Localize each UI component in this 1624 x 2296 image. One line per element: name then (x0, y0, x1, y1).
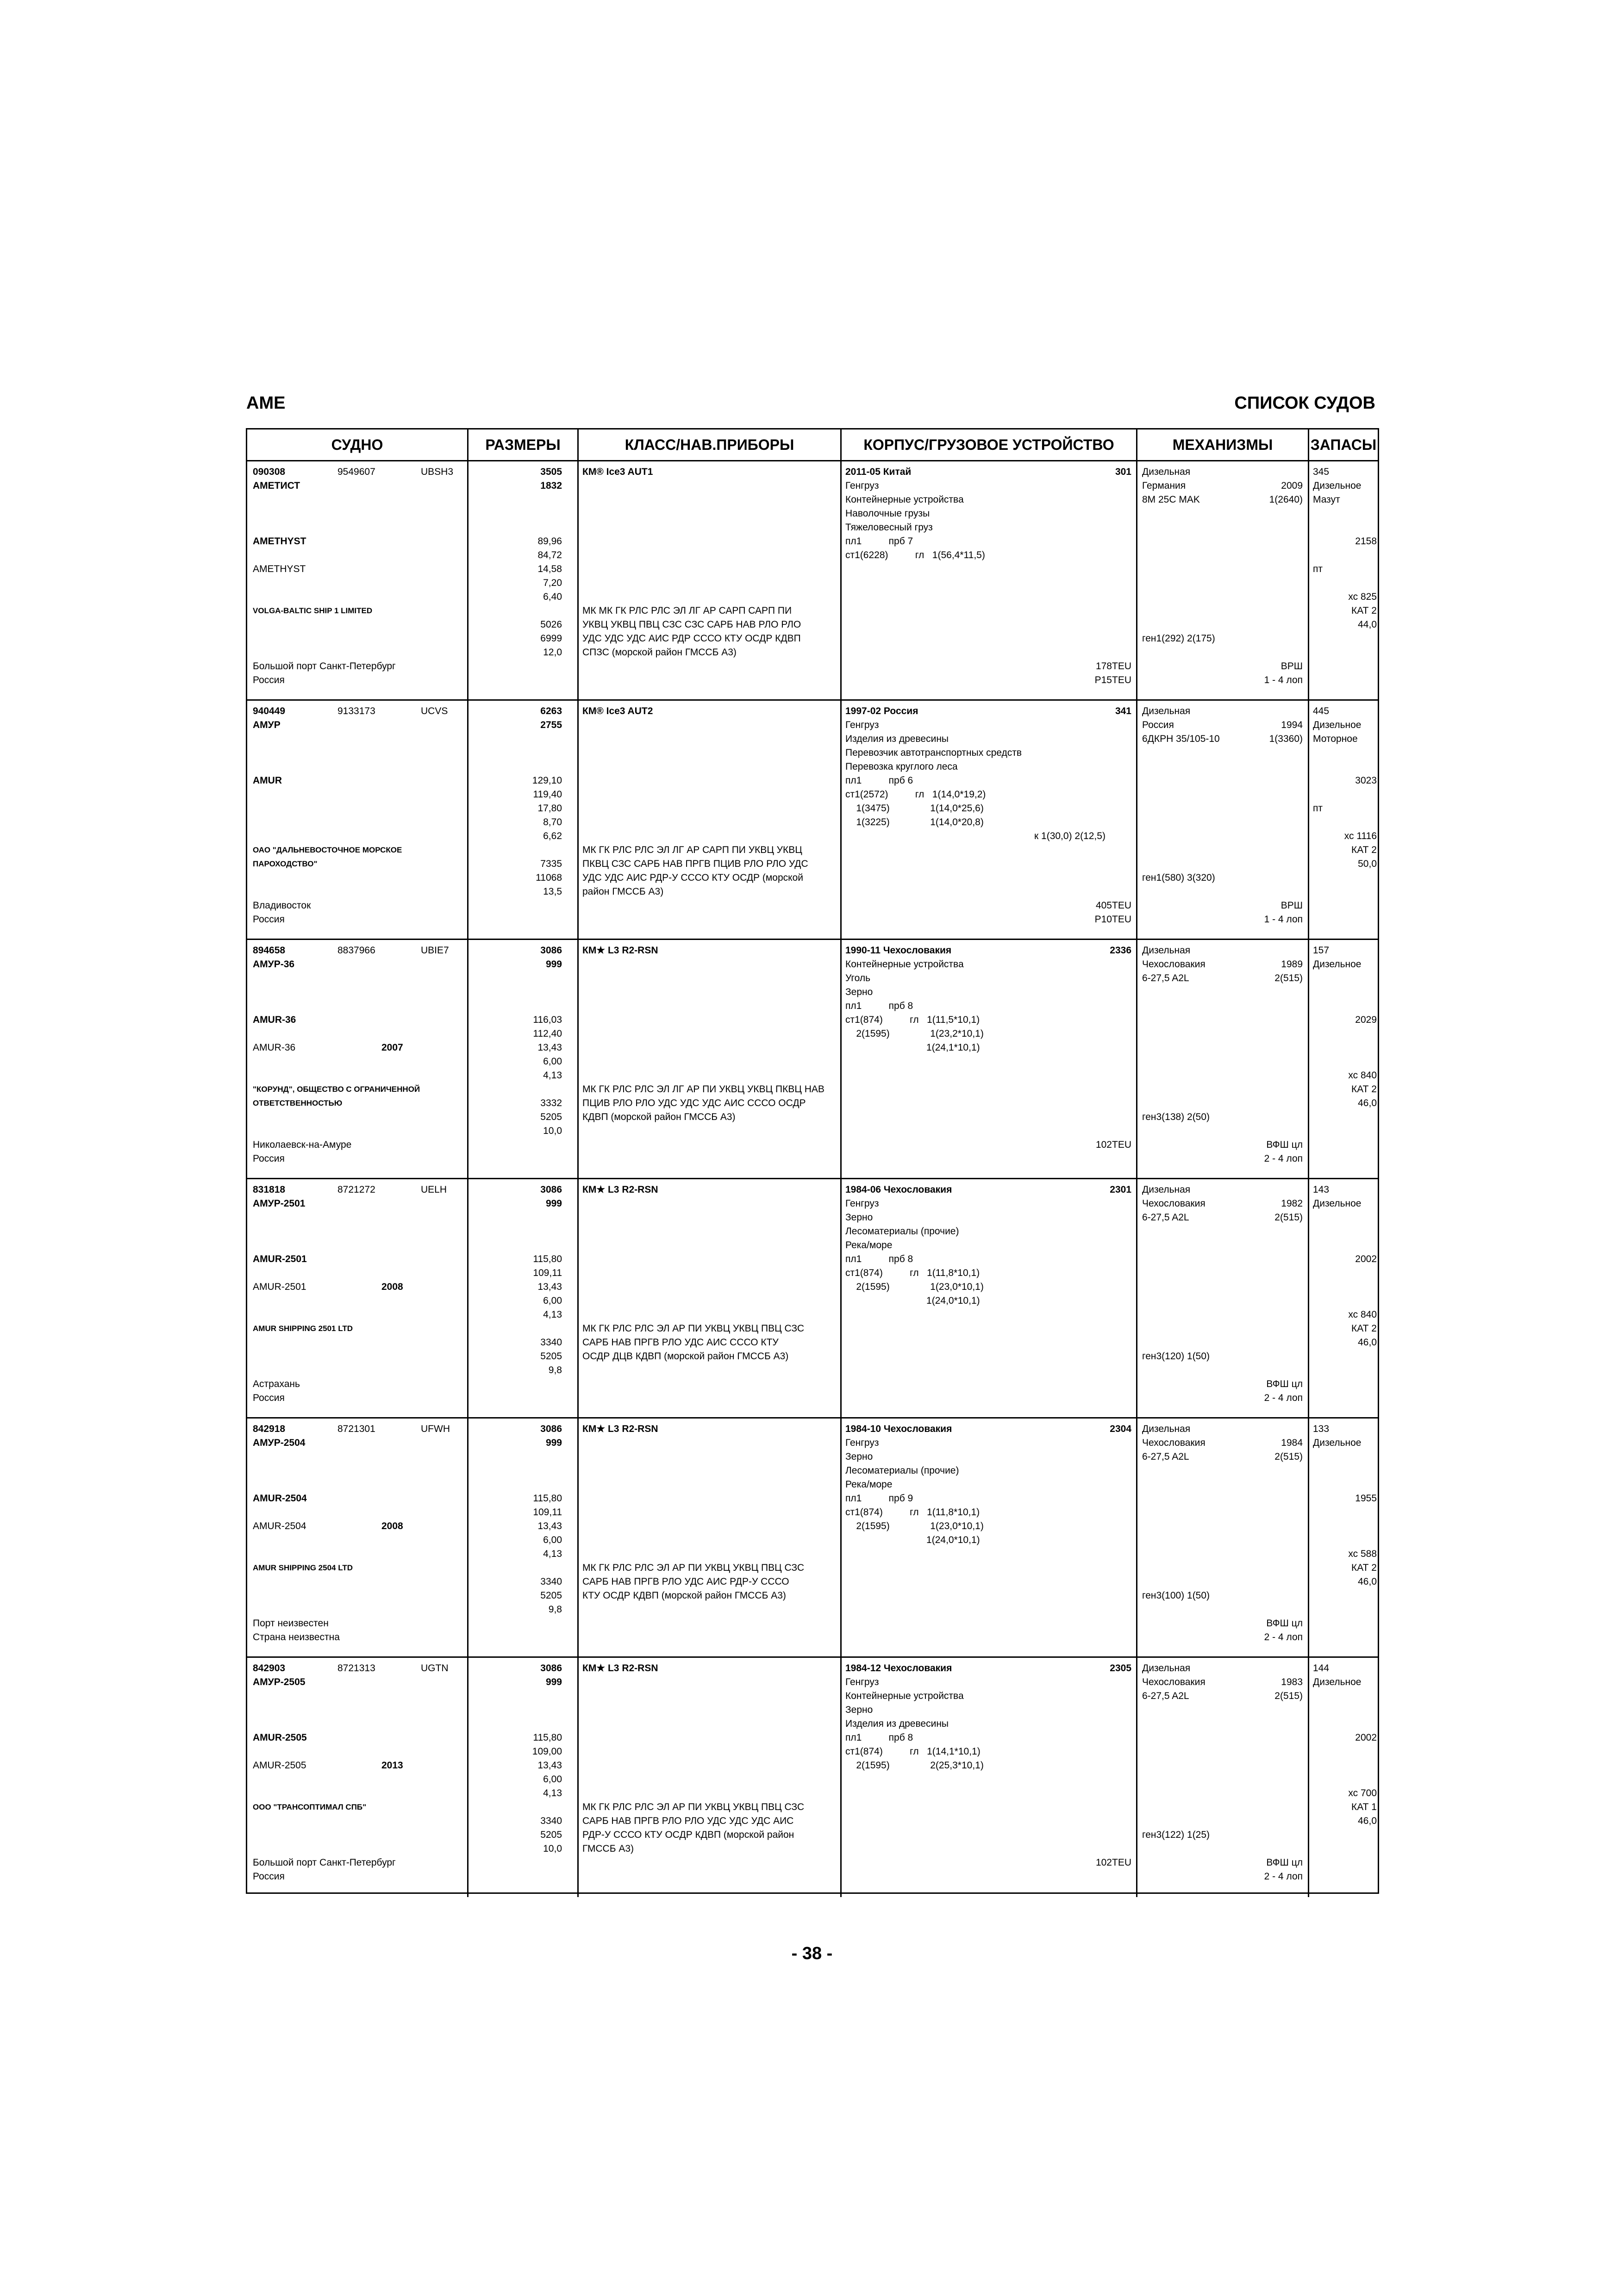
home-port: Владивосток (253, 900, 311, 911)
length-overall: 89,96 (537, 536, 562, 547)
supply-b: Дизельное (1313, 720, 1362, 730)
supply-f: хс 840 КАТ 2 46,0 (1348, 1070, 1377, 1108)
propeller-blades: 2 - 4 лоп (1264, 1871, 1303, 1882)
supply-d: 2158 (1355, 536, 1377, 547)
col-header-dimensions: РАЗМЕРЫ (485, 436, 561, 453)
ship-name-former: AMUR-36 (253, 1042, 296, 1053)
supply-f: хс 840 КАТ 2 46,0 (1348, 1309, 1377, 1348)
call-sign: UELH (421, 1184, 447, 1195)
ship-name-former: AMETHYST (253, 564, 306, 574)
propeller-blades: 2 - 4 лоп (1264, 1153, 1303, 1164)
hull-teu-2: P10TEU (1094, 914, 1131, 925)
ship-name-latin: AMUR-36 (253, 1014, 296, 1025)
owner: ОАО "ДАЛЬНЕВОСТОЧНОЕ МОРСКОЕ ПАРОХОДСТВО" (253, 846, 402, 868)
supply-f: хс 588 КАТ 2 46,0 (1348, 1549, 1377, 1587)
supply-f: хс 700 КАТ 1 46,0 (1348, 1788, 1377, 1826)
breadth: 17,80 (537, 803, 562, 814)
engine-power: 2(515) (1274, 1451, 1303, 1462)
hull-teu-2: P15TEU (1094, 675, 1131, 685)
generators: ген3(100) 1(50) (1142, 1590, 1210, 1601)
home-port: Большой порт Санкт-Петербург (253, 1857, 396, 1868)
hull-built: 1984-06 Чехословакия (845, 1184, 952, 1195)
engine-type: Дизельная (1142, 706, 1191, 716)
hull-teu: 102TEU (1095, 1139, 1131, 1150)
propeller: ВФШ цл (1266, 1379, 1303, 1389)
imo-number: 9549607 (337, 467, 375, 477)
ship-name-latin: AMUR-2504 (253, 1493, 307, 1504)
page-left-header: AME (246, 393, 286, 413)
build-year: 2013 (381, 1760, 403, 1771)
length-pp: 109,11 (533, 1268, 562, 1278)
supply-c: Моторное (1313, 734, 1358, 744)
net-tonnage: 2755 (540, 720, 562, 730)
flag-country: Страна неизвестна (253, 1632, 340, 1643)
engine-country: Чехословакия (1142, 959, 1206, 970)
length-pp: 109,11 (533, 1507, 562, 1518)
propeller-blades: 1 - 4 лоп (1264, 675, 1303, 685)
hull-built: 1984-10 Чехословакия (845, 1424, 952, 1434)
engine-model: 6ДКРН 35/105-10 (1142, 734, 1220, 744)
engine-model: 6-27,5 A2L (1142, 1212, 1189, 1223)
ship-name-former: AMUR-2505 (253, 1760, 306, 1771)
net-tonnage: 1832 (540, 480, 562, 491)
depth: 6,00 (543, 1774, 562, 1785)
call-sign: UBSH3 (421, 467, 454, 477)
reg-number: 940449 (253, 706, 286, 716)
engine-year: 1983 (1281, 1677, 1303, 1687)
supply-f: хс 1116 КАТ 2 50,0 (1344, 831, 1377, 869)
nav-equipment: МК МК ГК РЛС РЛС ЭЛ ЛГ АР САРП САРП ПИ УКВЦ УКВЦ ПВЦ СЗС СЗС САРБ НАВ РЛО РЛО УДС УДС УДС АИС РДР СССО КТУ ОСДР КДВП СПЗС (морской район ГМССБ А3) (582, 605, 801, 658)
draught: 6,40 (543, 591, 562, 602)
deadweight-1: 3340 (540, 1816, 562, 1826)
call-sign: UGTN (421, 1663, 449, 1674)
ship-name: АМУР-2505 (253, 1677, 306, 1687)
page-right-header: СПИСОК СУДОВ (1234, 393, 1375, 413)
engine-year: 2009 (1281, 480, 1303, 491)
ship-name: АМУР-2504 (253, 1437, 306, 1448)
supply-b: Дизельное (1313, 1198, 1362, 1209)
imo-number: 9133173 (337, 706, 375, 716)
gross-tonnage: 3086 (540, 1424, 562, 1434)
ship-name: АМЕТИСТ (253, 480, 300, 491)
length-overall: 116,03 (533, 1014, 562, 1025)
class-notation: КМ® Ice3 AUT2 (582, 706, 653, 716)
col-header-hull: КОРПУС/ГРУЗОВОЕ УСТРОЙСТВО (863, 436, 1114, 453)
length-overall: 115,80 (533, 1254, 562, 1264)
engine-model: 8M 25C MAK (1142, 494, 1200, 505)
breadth: 13,43 (537, 1042, 562, 1053)
gross-tonnage: 3086 (540, 945, 562, 956)
engine-model: 6-27,5 A2L (1142, 1451, 1189, 1462)
ship-name-latin: AMUR-2505 (253, 1732, 307, 1743)
supply-b: Дизельное (1313, 480, 1362, 491)
gross-tonnage: 3505 (540, 467, 562, 477)
ship-name-latin: AMUR-2501 (253, 1254, 307, 1264)
engine-type: Дизельная (1142, 1663, 1191, 1674)
length-pp: 112,40 (533, 1028, 562, 1039)
length-pp: 109,00 (532, 1746, 562, 1757)
hull-code: 2301 (1110, 1184, 1131, 1195)
flag-country: Россия (253, 1871, 285, 1882)
net-tonnage: 999 (545, 1437, 562, 1448)
supply-e: пт (1313, 803, 1323, 814)
reg-number: 090308 (253, 467, 286, 477)
deadweight-2: 11068 (536, 872, 562, 883)
home-port: Большой порт Санкт-Петербург (253, 661, 396, 672)
engine-power: 2(515) (1274, 1212, 1303, 1223)
nav-equipment: МК ГК РЛС РЛС ЭЛ АР ПИ УКВЦ УКВЦ ПВЦ СЗС САРБ НАВ ПРГВ РЛО РЛО УДС УДС УДС АИС РДР-У СССО КТУ ОСДР КДВП (морской район ГМССБ А3) (582, 1802, 805, 1854)
page-number: - 38 - (791, 1944, 833, 1963)
imo-number: 8721313 (337, 1663, 375, 1674)
deadweight-2: 5205 (540, 1351, 562, 1362)
ship-name: АМУР-36 (253, 959, 295, 970)
deadweight-2: 5205 (540, 1590, 562, 1601)
ship-record (247, 701, 1378, 940)
hull-teu: 102TEU (1095, 1857, 1131, 1868)
ship-name: АМУР (253, 720, 281, 730)
class-notation: КМ★ L3 R2-RSN (582, 1424, 658, 1434)
ship-record (247, 1179, 1378, 1419)
supply-d: 2029 (1355, 1014, 1377, 1025)
draught: 4,13 (543, 1788, 562, 1798)
engine-power: 2(515) (1274, 1691, 1303, 1701)
hull-details: Генгруз Зерно Лесоматериалы (прочие) Река/море пл1 прб 8 ст1(874) гл 1(11,8*10,1) 2(1595) 1(23,0*10,1) 1(24,0*10,1) (845, 1198, 984, 1306)
ship-name-former: AMUR-2504 (253, 1521, 306, 1531)
speed: 12,0 (543, 647, 562, 658)
breadth: 13,43 (537, 1760, 562, 1771)
deadweight-2: 5205 (540, 1829, 562, 1840)
generators: ген3(120) 1(50) (1142, 1351, 1210, 1362)
imo-number: 8721301 (337, 1424, 375, 1434)
ship-record (247, 940, 1378, 1179)
table-header (247, 429, 1378, 461)
engine-country: Россия (1142, 720, 1174, 730)
length-pp: 119,40 (533, 789, 562, 800)
engine-power: 1(3360) (1269, 734, 1303, 744)
supply-f: хс 825 КАТ 2 44,0 (1348, 591, 1377, 630)
deadweight-1: 3332 (540, 1098, 562, 1108)
supply-b: Дизельное (1313, 1437, 1362, 1448)
hull-built: 2011-05 Китай (845, 467, 912, 477)
depth: 7,20 (543, 578, 562, 588)
flag-country: Россия (253, 1153, 285, 1164)
imo-number: 8837966 (337, 945, 375, 956)
ship-name-latin: AMUR (253, 775, 282, 786)
generators: ген3(122) 1(25) (1142, 1829, 1210, 1840)
nav-equipment: МК ГК РЛС РЛС ЭЛ АР ПИ УКВЦ УКВЦ ПВЦ СЗС САРБ НАВ ПРГВ РЛО УДС АИС РДР-У СССО КТУ ОСДР КДВП (морской район ГМССБ А3) (582, 1562, 805, 1601)
deadweight-1: 3340 (540, 1576, 562, 1587)
hull-code: 341 (1115, 706, 1131, 716)
supply-d: 3023 (1355, 775, 1377, 786)
home-port: Николаевск-на-Амуре (253, 1139, 352, 1150)
col-header-ship: СУДНО (331, 436, 383, 453)
class-notation: КМ® Ice3 AUT1 (582, 467, 653, 477)
call-sign: UBIE7 (421, 945, 449, 956)
nav-equipment: МК ГК РЛС РЛС ЭЛ АР ПИ УКВЦ УКВЦ ПВЦ СЗС САРБ НАВ ПРГВ РЛО УДС АИС СССО КТУ ОСДР ДЦВ КДВП (морской район ГМССБ А3) (582, 1323, 805, 1362)
net-tonnage: 999 (545, 959, 562, 970)
gross-tonnage: 6263 (540, 706, 562, 716)
engine-type: Дизельная (1142, 945, 1191, 956)
propeller: ВФШ цл (1266, 1618, 1303, 1629)
engine-power: 1(2640) (1269, 494, 1303, 505)
draught: 4,13 (543, 1309, 562, 1320)
class-notation: КМ★ L3 R2-RSN (582, 1663, 658, 1674)
hull-details: Генгруз Зерно Лесоматериалы (прочие) Река/море пл1 прб 9 ст1(874) гл 1(11,8*10,1) 2(1595) 1(23,0*10,1) 1(24,0*10,1) (845, 1437, 984, 1545)
ship-register-table (246, 428, 1379, 1894)
depth: 6,00 (543, 1295, 562, 1306)
supply-a: 345 (1313, 467, 1330, 477)
deadweight-1: 5026 (540, 619, 562, 630)
supply-a: 143 (1313, 1184, 1330, 1195)
hull-details: Генгруз Изделия из древесины Перевозчик автотранспортных средств Перевозка круглого леса пл1 прб 6 ст1(2572) гл 1(14,0*19,2) 1(3475) 1(14,0*25,6) 1(3225) 1(14,0*20,8) (845, 720, 1022, 828)
length-overall: 115,80 (533, 1493, 562, 1504)
deadweight-1: 7335 (540, 859, 562, 869)
engine-model: 6-27,5 A2L (1142, 1691, 1189, 1701)
engine-model: 6-27,5 A2L (1142, 973, 1189, 983)
hull-built: 1984-12 Чехословакия (845, 1663, 952, 1674)
hull-teu: 405TEU (1095, 900, 1131, 911)
hull-code: 2304 (1110, 1424, 1131, 1434)
net-tonnage: 999 (545, 1677, 562, 1687)
hull-code: 301 (1115, 467, 1131, 477)
ship-record (247, 1658, 1378, 1897)
supply-b: Дизельное (1313, 959, 1362, 970)
generators: ген3(138) 2(50) (1142, 1112, 1210, 1122)
supply-a: 157 (1313, 945, 1330, 956)
breadth: 13,43 (537, 1282, 562, 1292)
engine-country: Германия (1142, 480, 1186, 491)
propeller: ВФШ цл (1266, 1857, 1303, 1868)
flag-country: Россия (253, 914, 285, 925)
ship-name-former: AMUR-2501 (253, 1282, 306, 1292)
propeller-blades: 2 - 4 лоп (1264, 1632, 1303, 1643)
depth: 6,00 (543, 1535, 562, 1545)
ship-record (247, 461, 1378, 701)
speed: 10,0 (543, 1126, 562, 1136)
owner: AMUR SHIPPING 2501 LTD (253, 1324, 353, 1333)
length-overall: 115,80 (533, 1732, 562, 1743)
reg-number: 842903 (253, 1663, 286, 1674)
supply-e: пт (1313, 564, 1323, 574)
col-header-class: КЛАСС/НАВ.ПРИБОРЫ (625, 436, 794, 453)
class-notation: КМ★ L3 R2-RSN (582, 1184, 658, 1195)
hull-built: 1997-02 Россия (845, 706, 918, 716)
draught: 6,62 (543, 831, 562, 841)
hull-code: 2336 (1110, 945, 1131, 956)
build-year: 2007 (381, 1042, 403, 1053)
draught: 4,13 (543, 1549, 562, 1559)
engine-year: 1989 (1281, 959, 1303, 970)
deadweight-2: 5205 (540, 1112, 562, 1122)
engine-type: Дизельная (1142, 467, 1191, 477)
ship-name: АМУР-2501 (253, 1198, 306, 1209)
length-pp: 84,72 (537, 550, 562, 560)
home-port: Порт неизвестен (253, 1618, 329, 1629)
ship-name-latin: AMETHYST (253, 536, 306, 547)
hull-built: 1990-11 Чехословакия (845, 945, 952, 956)
breadth: 13,43 (537, 1521, 562, 1531)
length-overall: 129,10 (532, 775, 562, 786)
propeller: ВРШ (1280, 661, 1303, 672)
hull-crane: к 1(30,0) 2(12,5) (1034, 831, 1106, 841)
hull-details: Генгруз Контейнерные устройства Наволочные грузы Тяжеловесный груз пл1 прб 7 ст1(6228) гл 1(56,4*11,5) (845, 480, 985, 560)
nav-equipment: МК ГК РЛС РЛС ЭЛ ЛГ АР ПИ УКВЦ УКВЦ ПКВЦ НАВ ПЦИВ РЛО РЛО УДС УДС УДС АИС СССО ОСДР КДВП (морской район ГМССБ А3) (582, 1084, 824, 1122)
owner: VOLGA-BALTIC SHIP 1 LIMITED (253, 606, 373, 615)
engine-country: Чехословакия (1142, 1437, 1206, 1448)
col-header-supplies: ЗАПАСЫ (1310, 436, 1377, 453)
engine-year: 1984 (1281, 1437, 1303, 1448)
depth: 8,70 (543, 817, 562, 828)
gross-tonnage: 3086 (540, 1184, 562, 1195)
deadweight-1: 3340 (540, 1337, 562, 1348)
nav-equipment: МК ГК РЛС РЛС ЭЛ ЛГ АР САРП ПИ УКВЦ УКВЦ ПКВЦ СЗС САРБ НАВ ПРГВ ПЦИВ РЛО РЛО УДС УДС УДС АИС РДР-У СССО КТУ ОСДР (морской район ГМССБ А3) (582, 845, 808, 897)
hull-code: 2305 (1110, 1663, 1131, 1674)
engine-type: Дизельная (1142, 1424, 1191, 1434)
flag-country: Россия (253, 675, 285, 685)
gross-tonnage: 3086 (540, 1663, 562, 1674)
deadweight-2: 6999 (540, 633, 562, 644)
generators: ген1(292) 2(175) (1142, 633, 1215, 644)
build-year: 2008 (381, 1521, 403, 1531)
reg-number: 842918 (253, 1424, 286, 1434)
supply-a: 144 (1313, 1663, 1330, 1674)
supply-d: 2002 (1355, 1254, 1377, 1264)
supply-a: 133 (1313, 1424, 1330, 1434)
speed: 9,8 (548, 1365, 562, 1375)
breadth: 14,58 (537, 564, 562, 574)
propeller: ВРШ (1280, 900, 1303, 911)
engine-year: 1982 (1281, 1198, 1303, 1209)
engine-year: 1994 (1281, 720, 1303, 730)
call-sign: UFWH (421, 1424, 450, 1434)
supply-b: Дизельное (1313, 1677, 1362, 1687)
flag-country: Россия (253, 1393, 285, 1403)
col-header-machinery: МЕХАНИЗМЫ (1172, 436, 1273, 453)
generators: ген1(580) 3(320) (1142, 872, 1215, 883)
speed: 9,8 (548, 1604, 562, 1615)
engine-type: Дизельная (1142, 1184, 1191, 1195)
engine-country: Чехословакия (1142, 1677, 1206, 1687)
owner: AMUR SHIPPING 2504 LTD (253, 1563, 353, 1572)
reg-number: 894658 (253, 945, 286, 956)
imo-number: 8721272 (337, 1184, 375, 1195)
hull-details: Контейнерные устройства Уголь Зерно пл1 прб 8 ст1(874) гл 1(11,5*10,1) 2(1595) 1(23,2*10,1) 1(24,1*10,1) (845, 959, 984, 1053)
hull-teu: 178TEU (1095, 661, 1131, 672)
speed: 10,0 (543, 1843, 562, 1854)
build-year: 2008 (381, 1282, 403, 1292)
engine-country: Чехословакия (1142, 1198, 1206, 1209)
supply-d: 2002 (1355, 1732, 1377, 1743)
ship-record (247, 1419, 1378, 1658)
home-port: Астрахань (253, 1379, 300, 1389)
call-sign: UCVS (421, 706, 448, 716)
net-tonnage: 999 (545, 1198, 562, 1209)
reg-number: 831818 (253, 1184, 286, 1195)
owner: "КОРУНД", ОБЩЕСТВО С ОГРАНИЧЕННОЙ ОТВЕТСТВЕННОСТЬЮ (253, 1085, 420, 1108)
hull-details: Генгруз Контейнерные устройства Зерно Изделия из древесины пл1 прб 8 ст1(874) гл 1(14,1*10,1) 2(1595) 2(25,3*10,1) (845, 1677, 984, 1771)
supply-a: 445 (1313, 706, 1330, 716)
supply-d: 1955 (1355, 1493, 1377, 1504)
propeller-blades: 2 - 4 лоп (1264, 1393, 1303, 1403)
depth: 6,00 (543, 1056, 562, 1067)
class-notation: КМ★ L3 R2-RSN (582, 945, 658, 956)
propeller-blades: 1 - 4 лоп (1264, 914, 1303, 925)
propeller: ВФШ цл (1266, 1139, 1303, 1150)
supply-c: Мазут (1313, 494, 1340, 505)
engine-power: 2(515) (1274, 973, 1303, 983)
draught: 4,13 (543, 1070, 562, 1081)
speed: 13,5 (543, 886, 562, 897)
owner: ООО "ТРАНСОПТИМАЛ СПБ" (253, 1803, 367, 1811)
